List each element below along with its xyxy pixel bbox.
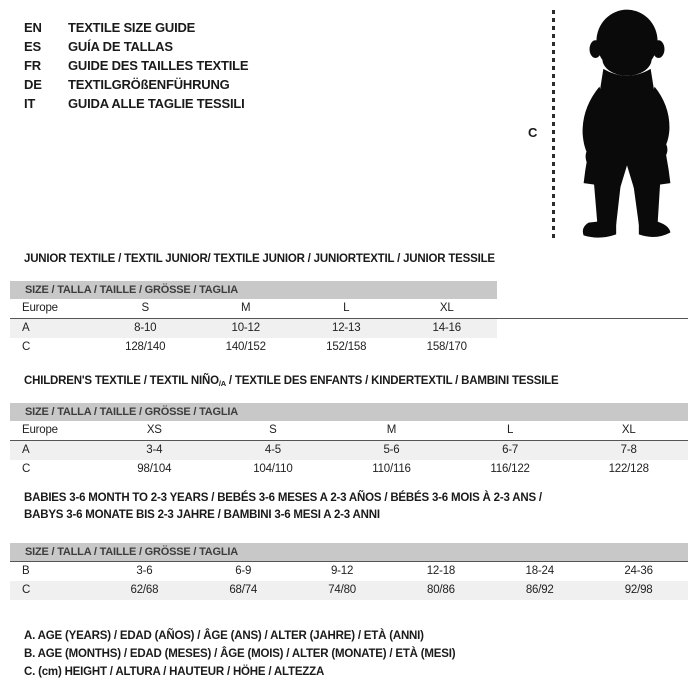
row-label: Europe [22, 424, 58, 436]
height-measure-label: C [528, 125, 538, 140]
age-cell: 7-8 [620, 444, 637, 456]
row-label: C [22, 463, 31, 475]
size-header-bar: SIZE / TALLA / TAILLE / GRÖSSE / TAGLIA [10, 403, 688, 421]
children-textile-heading [24, 375, 558, 388]
size-cell: S [269, 424, 277, 436]
row-label: C [22, 341, 31, 353]
junior-textile-heading: JUNIOR TEXTILE / TEXTIL JUNIOR/ TEXTILE JUNIOR / JUNIORTEXTIL / JUNIOR TESSILE [24, 253, 495, 265]
heading-text: / TEXTILE DES ENFANTS / KINDERTEXTIL / BAMBINI TESSILE [225, 375, 559, 387]
size-cell: XL [439, 302, 454, 314]
heading-line-2: BABYS 3-6 MONATE BIS 2-3 JAHRE / BAMBINI 3-6 MESI A 2-3 ANNI [24, 509, 380, 521]
row-label: A [22, 322, 30, 334]
height-cell: 104/110 [253, 463, 293, 475]
table-row-europe [10, 421, 688, 440]
lang-row-de [24, 75, 248, 94]
note-age-months: B. AGE (MONTHS) / EDAD (MESES) / ÂGE (MOIS) / ALTER (MONATE) / ETÀ (MESI) [24, 648, 456, 660]
size-cell: L [343, 302, 350, 314]
row-label: C [22, 584, 31, 596]
months-cell: 3-6 [136, 565, 153, 577]
months-cell: 9-12 [330, 565, 354, 577]
note-height-cm: C. (cm) HEIGHT / ALTURA / HAUTEUR / HÖHE / ALTEZZA [24, 666, 325, 678]
children-size-table [10, 403, 688, 479]
lang-code: ES [24, 39, 41, 54]
age-cell: 12-13 [332, 322, 361, 334]
junior-size-table [10, 281, 688, 357]
months-cell: 18-24 [525, 565, 554, 577]
months-cell: 12-18 [426, 565, 456, 577]
lang-row-es [24, 37, 248, 56]
lang-title: TEXTILE SIZE GUIDE [68, 20, 196, 35]
table-row-age [10, 441, 688, 460]
size-cell: L [506, 424, 514, 436]
height-cell: 62/68 [130, 584, 159, 596]
height-cell: 152/158 [326, 341, 367, 353]
heading-line-1: BABIES 3-6 MONTH TO 2-3 YEARS / BEBÉS 3-6 MESES A 2-3 AÑOS / BÉBÉS 3-6 MOIS À 2-3 ANS / [24, 492, 542, 504]
baby-silhouette-icon [558, 6, 696, 246]
lang-title: TEXTILGRÖßENFÜHRUNG [68, 77, 230, 92]
table-row-height [10, 338, 497, 357]
lang-row-en [24, 18, 248, 37]
height-cell: 68/74 [229, 584, 258, 596]
age-cell: 14-16 [432, 322, 461, 334]
heading-subscript: /A [218, 379, 226, 388]
age-cell: 3-4 [146, 444, 163, 456]
row-label: A [22, 444, 30, 456]
height-cell: 158/170 [426, 341, 467, 353]
table-row-europe [10, 299, 497, 318]
age-cell: 10-12 [231, 322, 260, 334]
age-cell: 4-5 [264, 444, 281, 456]
table-row-height [10, 581, 688, 600]
lang-code: FR [24, 58, 41, 73]
legend-notes [24, 627, 455, 681]
height-cell: 86/92 [525, 584, 554, 596]
height-cell: 74/80 [328, 584, 356, 596]
height-cell: 128/140 [125, 341, 166, 353]
lang-row-fr [24, 56, 248, 75]
language-title-list [24, 18, 248, 113]
height-cell: 80/86 [427, 584, 455, 596]
size-header-bar: SIZE / TALLA / TAILLE / GRÖSSE / TAGLIA [10, 543, 688, 561]
height-cell: 122/128 [608, 463, 649, 475]
lang-title: GUIDE DES TAILLES TEXTILE [68, 58, 249, 73]
lang-code: DE [24, 77, 42, 92]
size-cell: S [141, 302, 149, 314]
height-cell: 116/122 [490, 463, 530, 475]
heading-text: CHILDREN'S TEXTILE / TEXTIL NIÑO [24, 375, 219, 387]
note-age-years: A. AGE (YEARS) / EDAD (AÑOS) / ÂGE (ANS) / ALTER (JAHRE) / ETÀ (ANNI) [24, 630, 424, 642]
table-row-height [10, 460, 688, 479]
height-cell: 98/104 [137, 463, 172, 475]
row-label: B [22, 565, 30, 577]
lang-title: GUÍA DE TALLAS [68, 39, 173, 54]
size-cell: XS [146, 424, 162, 436]
height-measure-dashed-line [552, 10, 555, 242]
age-cell: 6-7 [502, 444, 519, 456]
lang-title: GUIDA ALLE TAGLIE TESSILI [68, 96, 245, 111]
age-cell: 5-6 [383, 444, 400, 456]
lang-row-it [24, 94, 248, 113]
months-cell: 24-36 [624, 565, 653, 577]
babies-textile-heading [24, 490, 542, 524]
height-cell: 110/116 [372, 463, 411, 475]
size-cell: M [386, 424, 397, 436]
lang-code: IT [24, 96, 36, 111]
age-cell: 8-10 [134, 322, 157, 334]
size-cell: XL [621, 424, 636, 436]
lang-code: EN [24, 20, 42, 35]
size-header-bar: SIZE / TALLA / TAILLE / GRÖSSE / TAGLIA [10, 281, 497, 299]
size-cell: M [241, 302, 251, 314]
height-cell: 140/152 [225, 341, 266, 353]
row-label: Europe [22, 302, 58, 314]
height-cell: 92/98 [624, 584, 653, 596]
babies-size-table [10, 543, 688, 600]
table-row-months [10, 562, 688, 581]
months-cell: 6-9 [235, 565, 252, 577]
table-row-age [10, 319, 497, 338]
